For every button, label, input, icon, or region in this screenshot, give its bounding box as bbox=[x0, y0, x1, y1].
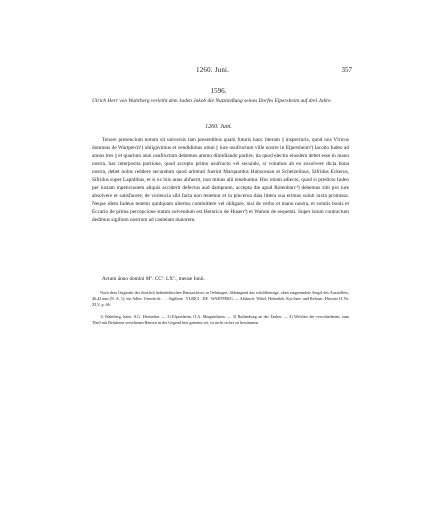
document-body bbox=[92, 136, 349, 225]
footnotes-paragraph: 1) Wahrberg, baier. A.G. Herrieden. — 2) Elpersheim, O.A. Mergentheim. — 3) Rothenburg an der Tauber. — 4) Welches der verschiedenen, zum Theil mit Beisätzen versehenen Hausen in der Gegend hier gemeint sei, ist nicht sicher zu bestimmen. bbox=[92, 314, 349, 326]
header-date: 1260. Juni. bbox=[196, 66, 230, 74]
page-number: 357 bbox=[341, 66, 352, 74]
document-date: 1260. Juni. bbox=[205, 124, 232, 130]
footnotes bbox=[92, 314, 349, 326]
running-header bbox=[86, 66, 352, 74]
actum-line: Actum ānno domini Mº. CCº. LXº., mense Iunii. bbox=[102, 276, 205, 282]
document-regest: Ulrich Herr von Wahrberg verleiht dem Juden Jakob die Nutznießung seines Dorfes Elpersheim auf drei Jahre. bbox=[92, 98, 332, 104]
source-paragraph: Nach dem Originale des fürstlich hohenlohischen Hausarchives in Oehringen. Abhängend das schildförmige, oben eingerundete Siegel des Ausstellers, 46,42 mm (N. A. 1): ein Adler; Umschrift: . . . Sigillum . VLRICI . DE . WARTPERG. — Abdruck: Wibel, Hohenloh. Kyrchen- und Reform.-Historie II, Nr. XLV, p. 66. bbox=[92, 290, 349, 308]
source-note bbox=[92, 290, 349, 309]
document-number: 1596. bbox=[210, 87, 227, 95]
body-paragraph: Tenore presencium notum sit universis tam presentibus quam futuris hanc literam || inspecturis, quod nos Vlricus dominus de Wartperch¹) obligavimus et vendidimus omni || iure usufructum ville nostre in Elpersheim²) Iacobo Iudeo ad annos tres || et quartum anni usufructum debemus ammo dimidiando partire, ita quod electio eiusdem debet esse in manu nostra, hac interposita pactione, quod accepto primo usufructu vel secundo, si volumus ab eo exsolvere dicta bona nostra, debet nobis reddere secundum quod arbitrati fuerint Marquardus Hubscenan et Schetzelinus, Sifridus Eckerus, Sifridus super Lapidibus, et si ex hiis unus abfuerit, non minus alii tenebuntur. Hoc etiam adiecto, quod si predicto Iudeo per iustam inpeticionem aliquis acciderit defectus aud dampnum, accepta die apud Rotenburc³) debemus sibi pro iure absolvere et satisfacere, de violencia sibi facta non tenemur et in pincerna data littera sua erimus soluti iuxta promissa. Neque idem Iudeus tenetur quidquam ulterius committere vel obligare, nisi de verbo et manu nostra, et solutis bonis et Eccario de prima percepcione statim solvendum est Heinrico de Husen⁴) et Watoni de sequenti. Super istum contractum dedimus sigillum nostrum ad cautelam maiorem. bbox=[92, 137, 349, 224]
